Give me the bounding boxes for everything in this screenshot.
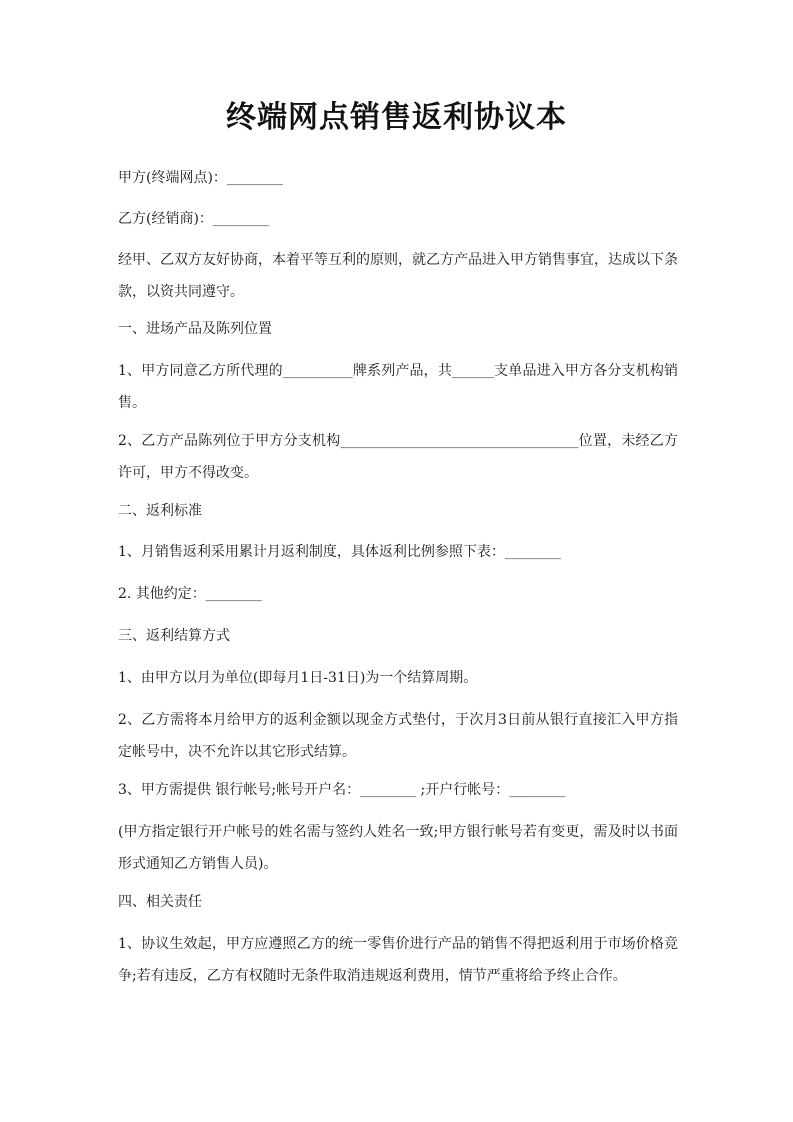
- clause-bank-note: (甲方指定银行开户帐号的姓名需与签约人姓名一致;甲方银行帐号若有变更，需及时以书面形式通知乙方销售人员)。: [118, 824, 678, 872]
- section-heading-rebate-standard: 二、返利标准: [118, 503, 202, 519]
- clause-monthly-rebate: 1、月销售返利采用累计月返利制度，具体返利比例参照下表：________: [118, 544, 561, 560]
- clause-settlement-period: 1、由甲方以月为单位(即每月1日-31日)为一个结算周期。: [118, 670, 478, 686]
- section-heading-entry-products: 一、进场产品及陈列位置: [118, 321, 272, 337]
- document-title: 终端网点销售返利协议本: [226, 100, 567, 135]
- party-b-line: 乙方(经销商)：________: [118, 211, 269, 227]
- clause-payment-method: 2、乙方需将本月给甲方的返利金额以现金方式垫付，于次月3日前从银行直接汇入甲方指定帐号中，决不允许以其它形式结算。: [118, 712, 678, 760]
- clause-products: 1、甲方同意乙方所代理的__________牌系列产品，共______支单品进入甲方各分支机构销售。: [118, 363, 678, 411]
- preamble-paragraph: 经甲、乙双方友好协商，本着平等互利的原则，就乙方产品进入甲方销售事宜，达成以下条款，以资共同遵守。: [118, 252, 678, 300]
- section-heading-responsibilities: 四、相关责任: [118, 894, 202, 910]
- clause-other-terms: 2. 其他约定：________: [118, 586, 262, 602]
- clause-bank-account: 3、甲方需提供 银行帐号;帐号开户名：________ ;开户行帐号：________: [118, 782, 566, 798]
- party-a-line: 甲方(终端网点)：________: [118, 170, 283, 186]
- section-heading-settlement: 三、返利结算方式: [118, 628, 230, 644]
- clause-display-position: 2、乙方产品陈列位于甲方分支机构__________________________________位置，未经乙方许可，甲方不得改变。: [118, 433, 678, 481]
- clause-pricing-compliance: 1、协议生效起，甲方应遵照乙方的统一零售价进行产品的销售不得把返利用于市场价格竞争;若有违反，乙方有权随时无条件取消违规返利费用，情节严重将给予终止合作。: [118, 936, 678, 984]
